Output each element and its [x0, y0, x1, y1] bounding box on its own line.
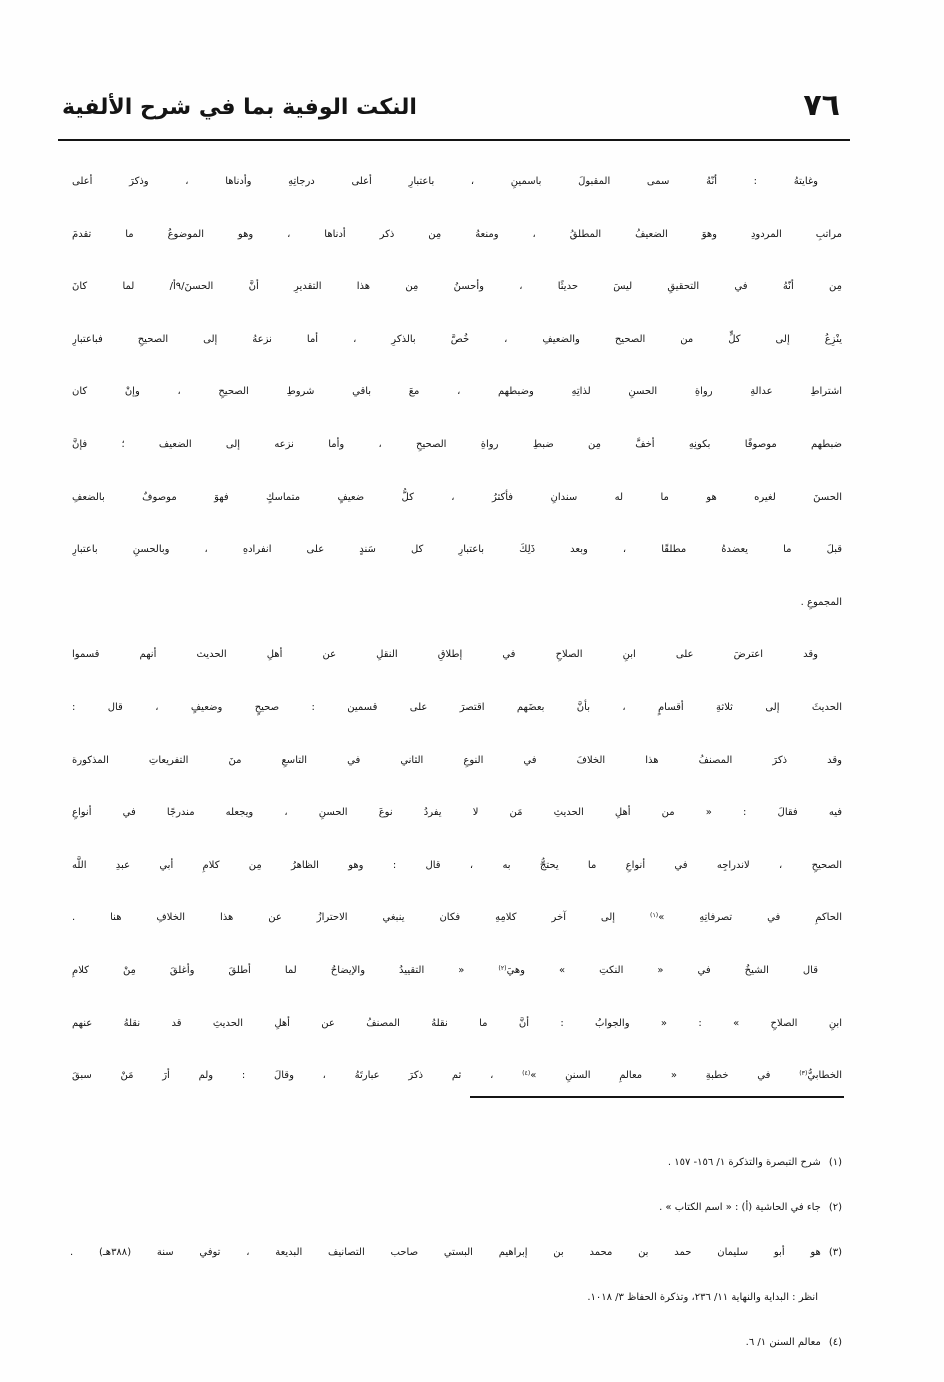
text-line: قبلَ ما يعضدهُ مطلقًا ، وبعد ذَلِكَ باعتبارِ كل سَندٍ على انفرادهِ ، وبالحسنِ باعتبارِ	[72, 544, 842, 556]
text-line: ضبطهم موصوفًا بكونِهِ أخفَّ مِن ضبطِ رواةِ الصحيحِ ، وأما نزعه إلى الضعيف ؛ فإنَّ	[72, 438, 842, 450]
text-line: مِن أنّهُ في التحقيقِ ليسَ حديثًا ، وأحسنُ مِن هذا التقديرِ أنَّ الحسنَ/٩أ/ لما كانَ	[72, 281, 842, 293]
footnote	[70, 1140, 842, 1185]
footnotes	[70, 1140, 842, 1365]
footnote-continuation: انظر : البداية والنهاية ١١/ ٢٣٦، وتذكرة الحفاظ ٣/ ١٠١٨.	[587, 1292, 818, 1303]
text-line	[72, 892, 842, 945]
text-line: ابنِ الصلاحِ » : « والجوابُ : أنَّ ما نقلهُ المصنفُ عن أهلِ الحديثِ قد نقلهُ عنهم	[72, 1017, 842, 1029]
text-segment: قال الشيخُ في « النكتِ » وهيَ	[506, 964, 819, 976]
text-line: مراتبِ المردودِ وهوَ الضعيفُ المطلقُ ، ومنعهُ مِن ذكر أدناها ، وهو الموضوعُ ما تقدمَ	[72, 228, 842, 240]
text-segment: الخطابيُّ	[807, 1070, 842, 1082]
text-line: وغايتهُ : أنّهُ سمى المقبولَ باسمينِ ، باعتبارِ أعلى درجاتِهِ وأدناها ، وذكرَ أعلى	[72, 176, 818, 187]
text-segment: « التقييدُ والإيضاحُ لما أطلقَ وأغلقَ مِنْ كلامِ	[72, 964, 499, 976]
footnote-separator	[470, 1096, 844, 1098]
text-segment: في خطبةِ « معالمِ السننِ »	[530, 1070, 800, 1082]
text-line: فيه فقالَ : « من أهلِ الحديثِ مَن لا يفردُ نوعَ الحسنِ ، ويجعله مندرجًا في أنواعِ	[72, 807, 842, 819]
running-title: النكت الوفية بما في شرح الألفية	[62, 95, 417, 120]
text-line	[72, 945, 842, 998]
footnote	[70, 1320, 842, 1365]
text-line: المجموعِ .	[800, 596, 842, 608]
text-line: الحديثَ إلى ثلاثةِ أقسامٍ ، بأنَّ بعضَهم اقتصرَ على قسمين : صحيحٍ وضعيفٍ ، قال :	[72, 701, 842, 713]
main-text	[72, 156, 842, 1103]
footnote-text: شرح التبصرة والتذكرة ١/ ١٥٦- ١٥٧ .	[667, 1157, 821, 1168]
text-line: وقد اعترضَ على ابنِ الصلاحِ في إطلاقِ النقلِ عن أهلِ الحديث أنهم قسموا	[72, 649, 818, 661]
text-segment: إلى آخر كلامِهِ فكان ينبغي الاحترازُ عن هذا الخلافِ هنا .	[72, 912, 651, 924]
footnote-text: هو أبو سليمان حمد بن محمد بن إبراهيم البستي صاحب التصانيف البديعة ، توفي سنة (٣٨٨هـ) .	[70, 1247, 821, 1258]
footnote-ref: (٤)	[522, 1070, 531, 1077]
text-line	[72, 1050, 842, 1103]
text-line: اشتراطِ عدالةِ رواةِ الحسنِ لذاتِهِ وضبطهم ، معَ باقي شروطِ الصحيحِ ، وإنْ كان	[72, 386, 842, 398]
footnote-ref: (٣)	[799, 1070, 808, 1077]
footnote	[70, 1230, 842, 1275]
page-number: ٧٦	[803, 88, 840, 123]
header-rule	[58, 139, 850, 141]
text-line: الصحيحِ ، لاندراجِه في أنواعِ ما يحتجُّ به ، قال : وهو الظاهرُ مِن كلامِ أبي عبدِ اللَّه	[72, 859, 842, 871]
footnote-ref: (١)	[650, 912, 659, 920]
text-line: وقد ذكرَ المصنفُ هذا الخلافَ في النوعِ الثاني في التاسعِ منَ التفريعاتِ المذكورة	[72, 754, 842, 766]
footnote-text: جاء في الحاشية (أ) : « اسم الكتاب » .	[659, 1202, 821, 1213]
footnote-marker: (٢)	[828, 1202, 842, 1213]
text-line: الحسنَ لغيره هو ما له سندانِ فأكثرُ ، كلُّ ضعيفٍ متماسكٍ فهوَ موصوفٌ بالضعفِ	[72, 491, 842, 503]
text-segment: ، ثم ذكرَ عبارتَهُ ، وقالَ : ولم أرَ مَنْ سبقَ	[72, 1070, 523, 1082]
footnote	[70, 1185, 842, 1230]
footnote-marker: (٣)	[828, 1247, 842, 1258]
text-line: ينْزِعُ إلى كلٍّ من الصحيح والضعيفِ ، خُصَّ بالذكرِ ، أما نزعهُ إلى الصحيحِ فباعتبارِ	[72, 333, 842, 345]
footnote-marker: (١)	[828, 1157, 842, 1168]
footnote-marker: (٤)	[828, 1337, 842, 1348]
footnote-text: معالم السنن ١/ ٦.	[745, 1337, 821, 1348]
text-segment: الحاكمِ في تصرفاتِهِ »	[658, 912, 842, 924]
footnote-ref: (٢)	[498, 964, 507, 972]
